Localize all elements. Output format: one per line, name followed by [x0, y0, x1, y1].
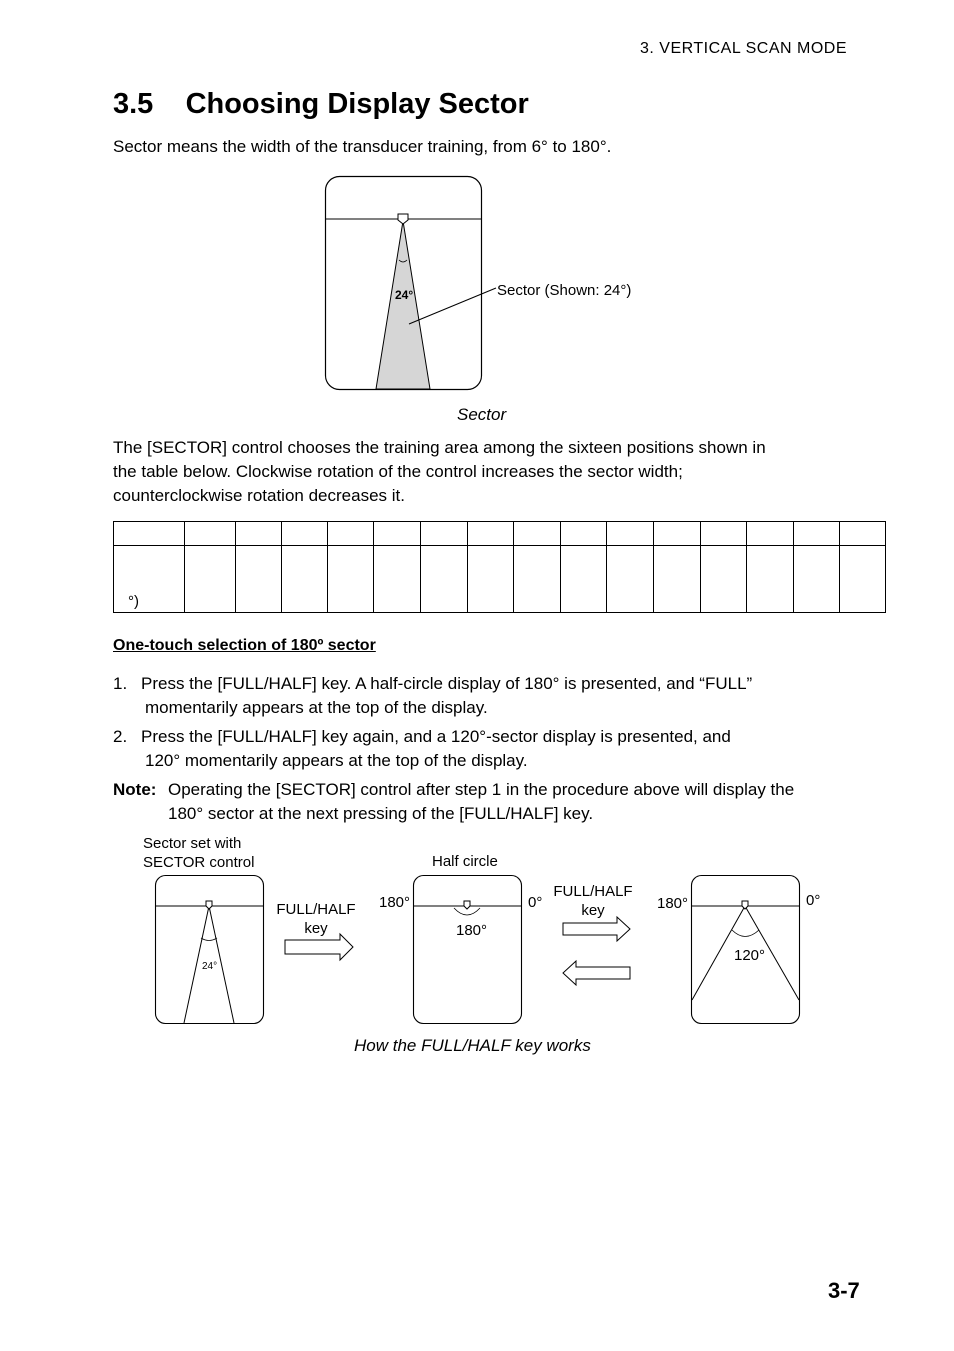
table-cell	[514, 546, 561, 613]
section-title-text: Choosing Display Sector	[185, 88, 529, 120]
table-cell	[282, 546, 328, 613]
table-cell	[654, 522, 701, 546]
sector-angle-label: 24°	[395, 288, 414, 302]
third-left-angle: 180°	[657, 895, 689, 912]
step-2-line2: 120° momentarily appears at the top of the display.	[145, 751, 528, 770]
table-cell-unit: °)	[114, 546, 185, 613]
half-left-angle: 180°	[379, 894, 411, 911]
table-cell	[467, 546, 514, 613]
figure2-caption: How the FULL/HALF key works	[354, 1036, 591, 1055]
table-cell	[374, 522, 421, 546]
table-cell	[421, 522, 468, 546]
sector-table	[113, 521, 886, 613]
table-cell	[747, 546, 794, 613]
section-number: 3.5	[113, 88, 154, 120]
step-1-line2: momentarily appears at the top of the display.	[145, 698, 488, 717]
table-cell	[560, 546, 607, 613]
arrow1-label: key	[304, 920, 328, 937]
table-cell	[700, 546, 747, 613]
half-circle-label: Half circle	[432, 853, 498, 870]
sector-angle-label: 24°	[202, 961, 218, 972]
full-half-diagram	[150, 870, 821, 1030]
paragraph-line: The [SECTOR] control chooses the training area among the sixteen positions shown in	[113, 438, 766, 457]
sector-set-label	[143, 834, 254, 872]
table-cell	[184, 546, 235, 613]
third-center-angle: 120°	[734, 947, 766, 964]
third-right-angle: 0°	[806, 892, 821, 909]
table-cell	[327, 522, 374, 546]
section-title	[113, 88, 529, 121]
page-number: 3-7	[828, 1278, 860, 1303]
step-2-line1: Press the [FULL/HALF] key again, and a 120°-sector display is presented, and	[141, 727, 731, 746]
table-cell	[514, 522, 561, 546]
arrow2-label: FULL/HALF	[553, 883, 633, 900]
left-arrow	[563, 961, 630, 985]
table-cell	[654, 546, 701, 613]
table-cell	[374, 546, 421, 613]
screen-sector	[156, 876, 264, 1024]
right-arrow	[563, 917, 630, 941]
table-cell	[840, 522, 886, 546]
arrow2-label: key	[581, 902, 605, 919]
table-cell	[327, 546, 374, 613]
running-header: 3. VERTICAL SCAN MODE	[640, 40, 847, 57]
table-cell	[467, 522, 514, 546]
note-line2: 180° sector at the next pressing of the [FULL/HALF] key.	[168, 804, 594, 823]
note-label: Note:	[113, 780, 157, 799]
table-cell	[421, 546, 468, 613]
table-cell	[114, 522, 185, 546]
table-cell	[747, 522, 794, 546]
label-line: Sector set with	[143, 835, 242, 852]
table-cell	[282, 522, 328, 546]
table-cell	[184, 522, 235, 546]
note-line1: Operating the [SECTOR] control after step 1 in the procedure above will display the	[168, 780, 795, 799]
step-2	[113, 725, 127, 749]
subheading: One-touch selection of 180º sector	[113, 637, 376, 654]
table-cell	[840, 546, 886, 613]
intro-text: Sector means the width of the transducer training, from 6° to 180°.	[113, 137, 612, 156]
table-cell	[793, 546, 840, 613]
table-cell	[793, 522, 840, 546]
right-arrow	[285, 934, 353, 960]
arrow1-label: FULL/HALF	[276, 901, 356, 918]
step-1-line1: Press the [FULL/HALF] key. A half-circle display of 180° is presented, and “FULL”	[141, 674, 753, 693]
table-cell	[700, 522, 747, 546]
sector-callout: Sector (Shown: 24°)	[497, 282, 632, 299]
screen-half-circle	[414, 876, 522, 1024]
figure1-caption: Sector	[457, 405, 507, 424]
control-paragraph	[113, 436, 766, 508]
table-cell	[607, 546, 654, 613]
step-number: 1.	[113, 674, 128, 693]
label-line: SECTOR control	[143, 854, 255, 871]
half-right-angle: 0°	[528, 894, 543, 911]
step-1	[113, 672, 127, 696]
sector-diagram	[320, 172, 660, 397]
paragraph-line: the table below. Clockwise rotation of the control increases the sector width;	[113, 462, 683, 481]
table-cell	[607, 522, 654, 546]
paragraph-line: counterclockwise rotation decreases it.	[113, 486, 405, 505]
table-cell	[235, 522, 282, 546]
table-row	[114, 522, 886, 546]
step-number: 2.	[113, 727, 128, 746]
table-row	[114, 546, 886, 613]
table-cell	[560, 522, 607, 546]
table-cell	[235, 546, 282, 613]
half-center-angle: 180°	[456, 922, 488, 939]
